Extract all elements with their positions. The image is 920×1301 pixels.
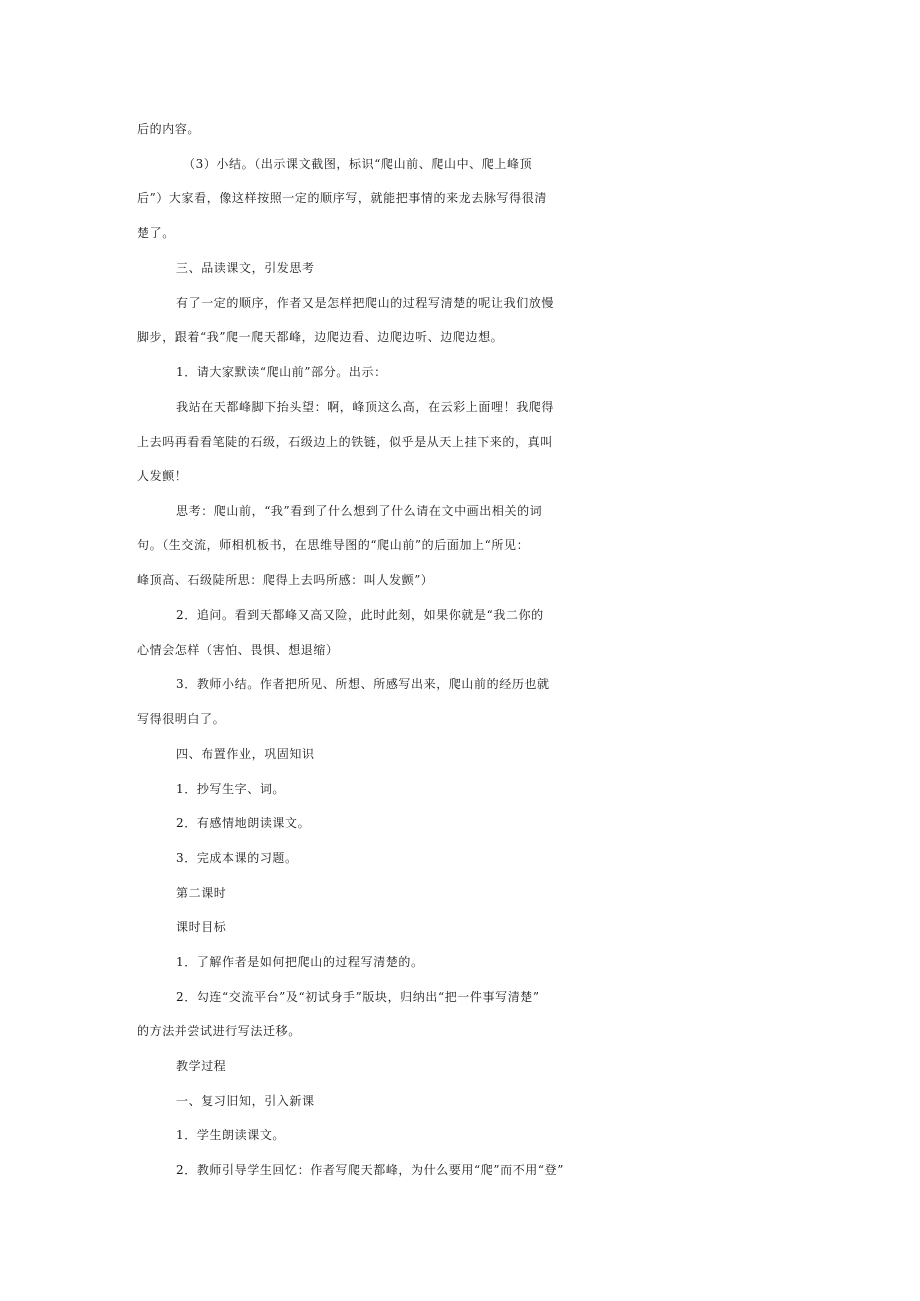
text-line: 后”）大家看，像这样按照一定的顺序写，就能把事情的来龙去脉写得很清 — [137, 191, 547, 205]
section-heading: 教学过程 — [176, 1059, 227, 1073]
text-line: 1．了解作者是如何把爬山的过程写清楚的。 — [176, 955, 424, 969]
text-line: 2．勾连“交流平台”及“初试身手”版块，归纳出“把一件事写清楚” — [176, 990, 540, 1004]
text-line: 3．教师小结。作者把所见、所想、所感写出来，爬山前的经历也就 — [176, 677, 550, 691]
section-heading: 一、复习旧知，引入新课 — [176, 1094, 315, 1108]
section-heading: 课时目标 — [176, 920, 227, 934]
text-line: 1．学生朗读课文。 — [176, 1128, 286, 1142]
text-line: 后的内容。 — [137, 122, 201, 136]
text-line: 上去吗再看看笔陡的石级，石级边上的铁链，似乎是从天上挂下来的，真叫 — [137, 435, 553, 449]
text-line: （3）小结。（出示课文截图，标识“爬山前、爬山中、爬上峰顶 — [183, 157, 533, 171]
text-line: 2．教师引导学生回忆：作者写爬天都峰，为什么要用“爬”而不用“登” — [176, 1163, 564, 1177]
section-heading: 第二课时 — [176, 886, 227, 900]
text-line: 1．请大家默读“爬山前”部分。出示： — [176, 365, 387, 379]
text-line: 峰顶高、石级陡所思：爬得上去吗所感：叫人发颤”） — [137, 573, 434, 587]
text-line: 1．抄写生字、词。 — [176, 782, 286, 796]
text-line: 2．有感情地朗读课文。 — [176, 816, 311, 830]
section-heading: 四、布置作业，巩固知识 — [176, 747, 315, 761]
text-line: 思考：爬山前，“我”看到了什么想到了什么请在文中画出相关的词 — [176, 504, 543, 518]
text-line: 脚步，跟着“我”爬一爬天都峰，边爬边看、边爬边听、边爬边想。 — [137, 330, 504, 344]
text-line: 句。（生交流，师相机板书，在思维导图的“爬山前”的后面加上“所见： — [137, 538, 530, 552]
text-line: 心情会怎样（害怕、畏惧、想退缩） — [137, 643, 339, 657]
text-line: 2．追问。看到天都峰又高又险，此时此刻，如果你就是“我二你的 — [176, 608, 544, 622]
text-line: 写得很明白了。 — [137, 712, 226, 726]
text-line: 的方法并尝试进行写法迁移。 — [137, 1024, 301, 1038]
text-line: 3．完成本课的习题。 — [176, 851, 298, 865]
text-line: 有了一定的顺序，作者又是怎样把爬山的过程写清楚的呢让我们放慢 — [176, 296, 555, 310]
text-line: 人发颤！ — [137, 469, 188, 483]
section-heading: 三、品读课文，引发思考 — [176, 261, 315, 275]
text-line: 我站在天都峰脚下抬头望：啊，峰顶这么高，在云彩上面哩！我爬得 — [176, 400, 555, 414]
text-line: 楚了。 — [137, 226, 175, 240]
